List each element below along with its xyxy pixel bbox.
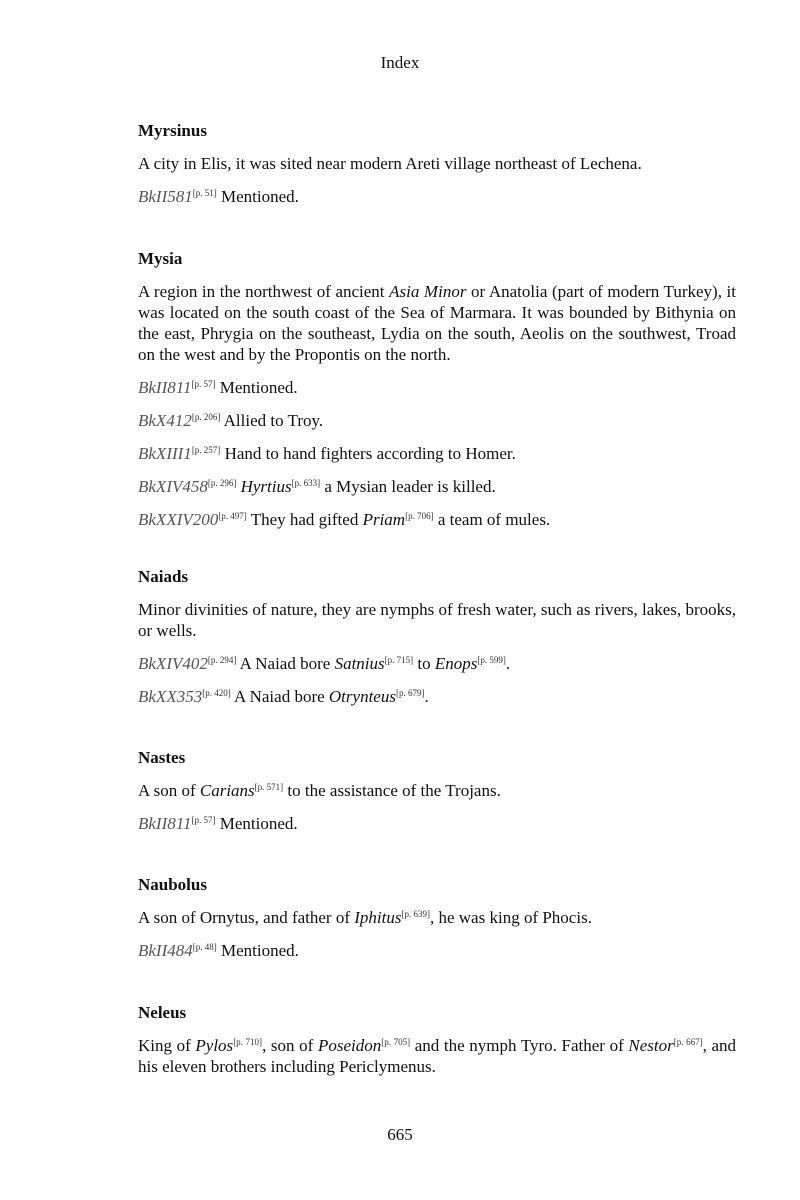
description-text: , and his eleven brothers including Periclymenus. [138,1036,737,1076]
cross-reference-link[interactable]: Priam [362,510,406,529]
book-reference-link[interactable]: BkII484 [138,941,193,960]
entry-headword: Naubolus [138,875,207,894]
entry-mysia [138,249,736,530]
entry-reference [138,509,736,530]
reference-note: Mentioned. [216,187,299,206]
running-header: Index [380,53,420,72]
page-reference: [p. 420] [202,688,231,698]
book-reference-link[interactable]: BkXIV402 [138,654,208,673]
page-reference: [p. 57] [191,379,216,389]
book-reference-link[interactable]: BkII811 [138,378,192,397]
reference-note: A Naiad bore [230,687,329,706]
cross-reference-link[interactable]: Asia Minor [389,282,467,301]
cross-reference-link[interactable]: Pylos [195,1036,234,1055]
reference-note: a Mysian leader is killed. [320,477,496,496]
reference-note: Allied to Troy. [220,411,324,430]
entry-neleus [138,1003,736,1077]
book-reference-link[interactable]: BkII811 [138,814,192,833]
entry-reference [138,443,736,464]
cross-reference-link[interactable]: Satnius [334,654,385,673]
reference-note: Mentioned. [215,378,298,397]
reference-note: a team of mules. [433,510,551,529]
cross-reference-link[interactable]: Poseidon [317,1036,382,1055]
description-text: and the nymph Tyro. Father of [410,1036,629,1055]
book-reference-link[interactable]: BkX412 [138,411,192,430]
cross-reference-link[interactable]: Otrynteus [328,687,396,706]
page-reference: [p. 715] [384,655,414,665]
entry-headword: Myrsinus [138,121,207,140]
entry-reference [138,476,736,497]
page-reference: [p. 51] [192,188,217,198]
page-reference: [p. 257] [191,445,221,455]
description-text: , son of [262,1036,318,1055]
entry-headword: Naiads [138,567,189,586]
page-reference: [p. 296] [207,478,237,488]
entry-reference [138,940,736,961]
cross-reference-link[interactable]: Nestor [628,1036,674,1055]
entry-reference [138,410,736,431]
entry-description [138,281,736,365]
page-reference: [p. 599] [477,655,506,665]
reference-note: They had gifted [246,510,363,529]
reference-note: A Naiad bore [236,654,335,673]
entry-reference [138,686,736,707]
entry-headword: Neleus [138,1003,187,1022]
reference-note: . [424,687,429,706]
page-reference: [p. 633] [291,478,321,488]
entry-description [138,1035,736,1077]
entry-reference [138,377,736,398]
page-reference: [p. 294] [207,655,237,665]
description-text: A region in the northwest of ancient [138,282,390,301]
description-text: A son of [138,781,200,800]
page-reference: [p. 706] [405,511,434,521]
book-reference-link[interactable]: BkXIV458 [138,477,208,496]
entry-reference [138,653,736,674]
book-reference-link[interactable]: BkXX353 [138,687,203,706]
reference-note: Hand to hand fighters according to Homer. [220,444,516,463]
reference-note: to [413,654,435,673]
page-reference: [p. 710] [233,1037,263,1047]
entry-nastes [138,748,736,834]
page-reference: [p. 679] [395,688,425,698]
entry-description: A city in Elis, it was sited near modern Areti village northeast of Lechena. [138,154,642,173]
entry-headword: Nastes [138,748,186,767]
description-text: or Anatolia (part of modern Turkey), it was located on the south coast of the Sea of Marmara. It was bounded by Bithynia on the east, Phrygia on the southeast, Lydia on the south, Aeolis on the southwest, Troad on the west and by the Propontis on the north. [138,282,736,364]
description-text: King of [138,1036,196,1055]
entry-description [138,907,736,928]
description-text: A son of Ornytus, and father of [138,908,355,927]
cross-reference-link[interactable]: Iphitus [354,908,402,927]
page-reference: [p. 667] [673,1037,703,1047]
page-reference: [p. 705] [381,1037,411,1047]
book-reference-link[interactable]: BkXIII1 [138,444,192,463]
book-reference-link[interactable]: BkII581 [138,187,193,206]
entry-naubolus [138,875,736,961]
entry-description: Minor divinities of nature, they are nymphs of fresh water, such as rivers, lakes, brooks, or wells. [138,600,736,640]
cross-reference-link[interactable]: Hyrtius [240,477,292,496]
reference-note: Mentioned. [215,814,298,833]
page-reference: [p. 639] [401,909,430,919]
page-reference: [p. 571] [254,782,284,792]
entry-reference [138,186,736,207]
entry-headword: Mysia [138,249,183,268]
entry-myrsinus [138,121,736,207]
cross-reference-link[interactable]: Enops [434,654,478,673]
reference-note: Mentioned. [216,941,299,960]
page-reference: [p. 48] [192,942,217,952]
page-number: 665 [387,1125,413,1144]
description-text: , he was king of Phocis. [429,908,592,927]
description-text: to the assistance of the Trojans. [283,781,501,800]
book-reference-link[interactable]: BkXXIV200 [138,510,219,529]
page-reference: [p. 497] [218,511,247,521]
page-reference: [p. 57] [191,815,216,825]
entry-naiads [138,567,736,707]
page-reference: [p. 206] [191,412,221,422]
entry-reference [138,813,736,834]
entry-description [138,780,736,801]
reference-note: . [505,654,511,673]
cross-reference-link[interactable]: Carians [199,781,255,800]
